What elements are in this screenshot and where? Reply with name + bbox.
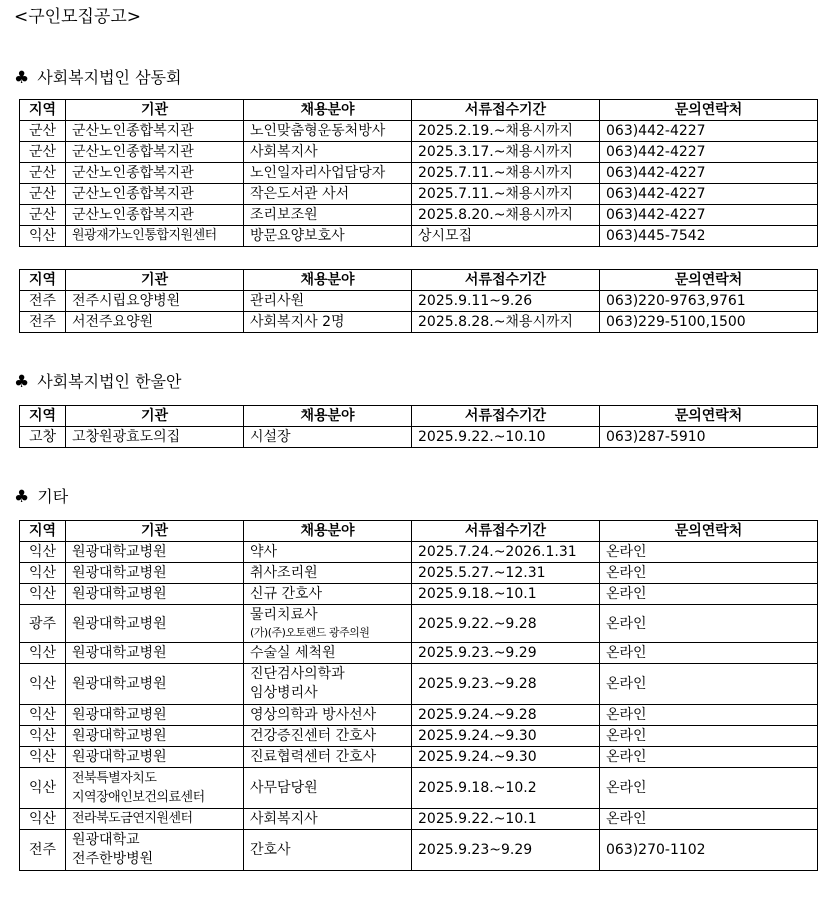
cell-agency: 원광대학교병원 bbox=[66, 747, 244, 768]
header-period: 서류접수기간 bbox=[412, 100, 600, 121]
cell-period: 2025.8.28.~채용시까지 bbox=[412, 312, 600, 333]
cell-field: 신규 간호사 bbox=[244, 584, 412, 605]
header-agency: 기관 bbox=[66, 270, 244, 291]
cell-field: 진료협력센터 간호사 bbox=[244, 747, 412, 768]
cell-field bbox=[244, 605, 412, 643]
table-row bbox=[20, 312, 818, 333]
cell-region: 군산 bbox=[20, 163, 66, 184]
header-region: 지역 bbox=[20, 270, 66, 291]
cell-contact: 063)220-9763,9761 bbox=[600, 291, 818, 312]
cell-region: 군산 bbox=[20, 205, 66, 226]
cell-period: 2025.9.23.~9.29 bbox=[412, 643, 600, 664]
cell-region: 전주 bbox=[20, 312, 66, 333]
table-row bbox=[20, 664, 818, 705]
cell-contact: 063)442-4227 bbox=[600, 163, 818, 184]
table-header-row bbox=[20, 406, 818, 427]
header-region: 지역 bbox=[20, 521, 66, 542]
header-period: 서류접수기간 bbox=[412, 406, 600, 427]
cell-agency: 군산노인종합복지관 bbox=[66, 142, 244, 163]
club-icon: ♣ bbox=[14, 68, 30, 88]
cell-agency: 원광대학교병원 bbox=[66, 542, 244, 563]
club-icon: ♣ bbox=[14, 372, 30, 392]
table-row bbox=[20, 184, 818, 205]
cell-field: 노인일자리사업담당자 bbox=[244, 163, 412, 184]
cell-agency: 원광대학교병원 bbox=[66, 605, 244, 643]
table-row bbox=[20, 226, 818, 247]
cell-contact: 온라인 bbox=[600, 563, 818, 584]
table-row bbox=[20, 584, 818, 605]
cell-agency: 군산노인종합복지관 bbox=[66, 163, 244, 184]
cell-field: 영상의학과 방사선사 bbox=[244, 705, 412, 726]
header-region: 지역 bbox=[20, 406, 66, 427]
cell-period: 2025.3.17.~채용시까지 bbox=[412, 142, 600, 163]
table-row bbox=[20, 768, 818, 809]
samdong-table-2 bbox=[19, 269, 818, 333]
cell-contact: 063)442-4227 bbox=[600, 205, 818, 226]
cell-period: 2025.8.20.~채용시까지 bbox=[412, 205, 600, 226]
cell-agency: 원광대학교병원 bbox=[66, 705, 244, 726]
cell-region: 익산 bbox=[20, 768, 66, 809]
cell-region: 익산 bbox=[20, 809, 66, 830]
agency-line-2: 전주한방병원 bbox=[72, 851, 154, 867]
cell-region: 익산 bbox=[20, 226, 66, 247]
header-period: 서류접수기간 bbox=[412, 521, 600, 542]
cell-agency: 고창원광효도의집 bbox=[66, 427, 244, 448]
samdong-table-1 bbox=[19, 99, 818, 247]
table-row bbox=[20, 563, 818, 584]
cell-agency bbox=[66, 830, 244, 871]
cell-period: 2025.2.19.~채용시까지 bbox=[412, 121, 600, 142]
cell-period: 2025.9.24.~9.28 bbox=[412, 705, 600, 726]
cell-contact: 063)442-4227 bbox=[600, 142, 818, 163]
cell-contact: 온라인 bbox=[600, 809, 818, 830]
cell-contact: 063)287-5910 bbox=[600, 427, 818, 448]
cell-period: 2025.9.22.~9.28 bbox=[412, 605, 600, 643]
table-row bbox=[20, 605, 818, 643]
page-title: <구인모집공고> bbox=[14, 7, 142, 27]
header-field: 채용분야 bbox=[244, 406, 412, 427]
cell-region: 익산 bbox=[20, 563, 66, 584]
header-field: 채용분야 bbox=[244, 100, 412, 121]
cell-period: 2025.9.11~9.26 bbox=[412, 291, 600, 312]
cell-region: 익산 bbox=[20, 664, 66, 705]
cell-contact: 063)229-5100,1500 bbox=[600, 312, 818, 333]
header-period: 서류접수기간 bbox=[412, 270, 600, 291]
cell-region: 전주 bbox=[20, 291, 66, 312]
cell-region: 익산 bbox=[20, 747, 66, 768]
cell-field: 사회복지사 bbox=[244, 809, 412, 830]
cell-period: 2025.7.24.~2026.1.31 bbox=[412, 542, 600, 563]
section-heading-samdong bbox=[14, 68, 181, 88]
cell-region: 광주 bbox=[20, 605, 66, 643]
table-row bbox=[20, 121, 818, 142]
cell-contact: 063)442-4227 bbox=[600, 121, 818, 142]
section-heading-other bbox=[14, 487, 68, 507]
cell-agency: 군산노인종합복지관 bbox=[66, 205, 244, 226]
cell-agency: 원광대학교병원 bbox=[66, 563, 244, 584]
agency-line-2: 지역장애인보건의료센터 bbox=[72, 790, 205, 805]
cell-field: 건강증진센터 간호사 bbox=[244, 726, 412, 747]
cell-field: 방문요양보호사 bbox=[244, 226, 412, 247]
cell-region: 군산 bbox=[20, 142, 66, 163]
cell-agency: 원광대학교병원 bbox=[66, 643, 244, 664]
cell-region: 익산 bbox=[20, 705, 66, 726]
table-row bbox=[20, 830, 818, 871]
cell-agency: 군산노인종합복지관 bbox=[66, 121, 244, 142]
cell-region: 익산 bbox=[20, 584, 66, 605]
header-contact: 문의연락처 bbox=[600, 270, 818, 291]
agency-line-1: 원광대학교 bbox=[72, 832, 140, 848]
section-heading-text: 기타 bbox=[37, 487, 69, 506]
cell-agency: 전주시립요양병원 bbox=[66, 291, 244, 312]
table-row bbox=[20, 542, 818, 563]
cell-contact: 온라인 bbox=[600, 705, 818, 726]
cell-field: 사회복지사 bbox=[244, 142, 412, 163]
field-sub-line: (가)(주)오토랜드 광주의원 bbox=[250, 626, 370, 639]
cell-period: 2025.7.11.~채용시까지 bbox=[412, 184, 600, 205]
cell-region: 익산 bbox=[20, 726, 66, 747]
cell-field: 취사조리원 bbox=[244, 563, 412, 584]
cell-field: 노인맞춤형운동처방사 bbox=[244, 121, 412, 142]
section-heading-text: 사회복지법인 한울안 bbox=[37, 372, 182, 391]
cell-agency: 원광대학교병원 bbox=[66, 584, 244, 605]
cell-field: 간호사 bbox=[244, 830, 412, 871]
cell-contact: 온라인 bbox=[600, 584, 818, 605]
cell-contact: 온라인 bbox=[600, 605, 818, 643]
cell-region: 전주 bbox=[20, 830, 66, 871]
cell-field: 수술실 세척원 bbox=[244, 643, 412, 664]
header-agency: 기관 bbox=[66, 406, 244, 427]
table-header-row bbox=[20, 100, 818, 121]
cell-contact: 온라인 bbox=[600, 643, 818, 664]
cell-period: 2025.9.22.~10.1 bbox=[412, 809, 600, 830]
table-row bbox=[20, 726, 818, 747]
header-contact: 문의연락처 bbox=[600, 521, 818, 542]
cell-field bbox=[244, 664, 412, 705]
cell-region: 익산 bbox=[20, 542, 66, 563]
field-line-2: 임상병리사 bbox=[250, 685, 318, 701]
cell-agency: 군산노인종합복지관 bbox=[66, 184, 244, 205]
cell-contact: 온라인 bbox=[600, 664, 818, 705]
cell-region: 고창 bbox=[20, 427, 66, 448]
table-header-row bbox=[20, 521, 818, 542]
cell-period: 2025.9.18.~10.1 bbox=[412, 584, 600, 605]
cell-agency bbox=[66, 768, 244, 809]
other-table bbox=[19, 520, 818, 871]
header-contact: 문의연락처 bbox=[600, 406, 818, 427]
table-row bbox=[20, 142, 818, 163]
header-contact: 문의연락처 bbox=[600, 100, 818, 121]
cell-period: 상시모집 bbox=[412, 226, 600, 247]
section-heading-text: 사회복지법인 삼동회 bbox=[37, 68, 182, 87]
table-row bbox=[20, 747, 818, 768]
cell-field: 시설장 bbox=[244, 427, 412, 448]
header-agency: 기관 bbox=[66, 100, 244, 121]
cell-period: 2025.9.23~9.29 bbox=[412, 830, 600, 871]
cell-field: 약사 bbox=[244, 542, 412, 563]
cell-field: 관리사원 bbox=[244, 291, 412, 312]
cell-contact: 063)445-7542 bbox=[600, 226, 818, 247]
cell-agency: 원광대학교병원 bbox=[66, 664, 244, 705]
table-row bbox=[20, 205, 818, 226]
cell-field: 사무담당원 bbox=[244, 768, 412, 809]
cell-period: 2025.9.24.~9.30 bbox=[412, 726, 600, 747]
cell-agency: 원광재가노인통합지원센터 bbox=[66, 226, 244, 247]
hanulan-table bbox=[19, 405, 818, 448]
cell-contact: 온라인 bbox=[600, 542, 818, 563]
cell-contact: 온라인 bbox=[600, 768, 818, 809]
cell-field: 사회복지사 2명 bbox=[244, 312, 412, 333]
field-line-1: 물리치료사 bbox=[250, 607, 318, 623]
header-agency: 기관 bbox=[66, 521, 244, 542]
cell-contact: 063)270-1102 bbox=[600, 830, 818, 871]
cell-period: 2025.5.27.~12.31 bbox=[412, 563, 600, 584]
cell-agency: 전라북도금연지원센터 bbox=[66, 809, 244, 830]
cell-period: 2025.7.11.~채용시까지 bbox=[412, 163, 600, 184]
table-row bbox=[20, 705, 818, 726]
field-line-1: 진단검사의학과 bbox=[250, 666, 345, 682]
cell-period: 2025.9.22.~10.10 bbox=[412, 427, 600, 448]
cell-period: 2025.9.24.~9.30 bbox=[412, 747, 600, 768]
club-icon: ♣ bbox=[14, 487, 30, 507]
agency-line-1: 전북특별자치도 bbox=[72, 771, 157, 786]
table-row bbox=[20, 643, 818, 664]
cell-region: 군산 bbox=[20, 184, 66, 205]
table-header-row bbox=[20, 270, 818, 291]
cell-agency: 서전주요양원 bbox=[66, 312, 244, 333]
section-heading-hanulan bbox=[14, 372, 181, 392]
cell-region: 익산 bbox=[20, 643, 66, 664]
table-row bbox=[20, 163, 818, 184]
cell-contact: 온라인 bbox=[600, 726, 818, 747]
cell-period: 2025.9.23.~9.28 bbox=[412, 664, 600, 705]
cell-contact: 063)442-4227 bbox=[600, 184, 818, 205]
cell-agency: 원광대학교병원 bbox=[66, 726, 244, 747]
cell-field: 조리보조원 bbox=[244, 205, 412, 226]
cell-period: 2025.9.18.~10.2 bbox=[412, 768, 600, 809]
header-field: 채용분야 bbox=[244, 270, 412, 291]
header-field: 채용분야 bbox=[244, 521, 412, 542]
header-region: 지역 bbox=[20, 100, 66, 121]
cell-region: 군산 bbox=[20, 121, 66, 142]
table-row bbox=[20, 291, 818, 312]
table-row bbox=[20, 427, 818, 448]
table-row bbox=[20, 809, 818, 830]
cell-field: 작은도서관 사서 bbox=[244, 184, 412, 205]
cell-contact: 온라인 bbox=[600, 747, 818, 768]
